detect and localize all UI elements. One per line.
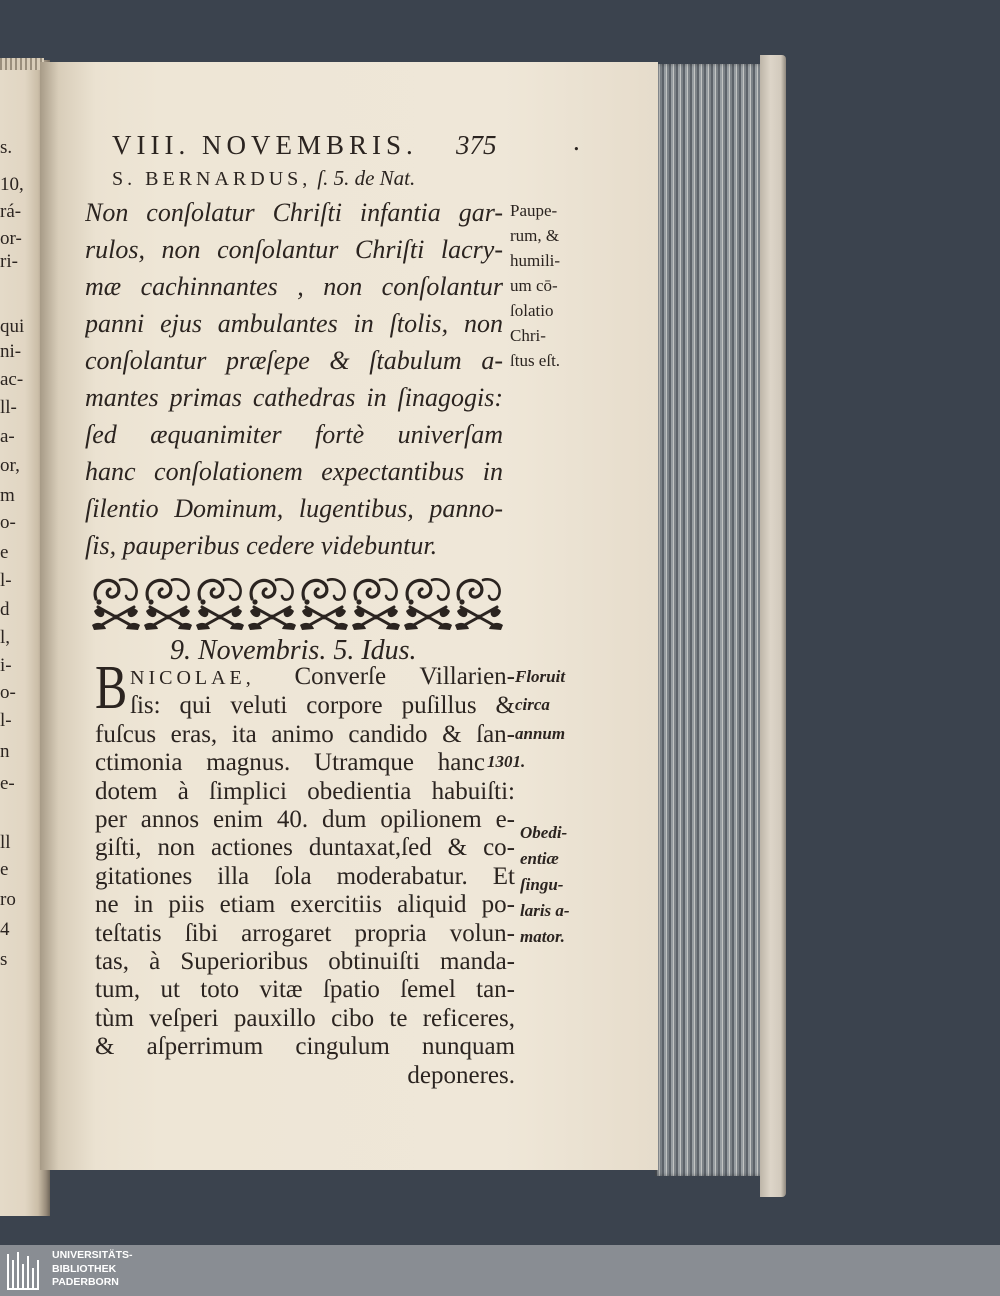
left-fragment: d [0,599,10,620]
page-number: 375 [456,130,497,160]
left-fragment: l- [0,710,12,731]
drop-cap: B [95,654,128,722]
running-head-title: VIII. NOVEMBRIS. [112,130,418,160]
fleuron [248,579,296,630]
margin-note-line: ſingu- [520,875,564,894]
left-fragment: e [0,859,9,880]
entry-last-word: deponeres. [407,1061,515,1089]
fleuron [352,579,400,630]
entry-line: fuſcus eras, ita animo candido & ſan- [95,720,515,748]
margin-note-line: ſolatio [510,301,554,320]
fleuron [144,579,192,630]
entry-first-line-text: Converſe Villarien- [294,663,515,690]
entry-line: tum, ut toto vitæ ſpatio ſemel tan- [95,976,515,1004]
left-fragment: qui [0,316,25,337]
margin-note-line: Obedi- [520,823,568,842]
library-footer [0,1245,1000,1296]
left-fragment: s [0,949,8,970]
left-fragment: ni- [0,341,22,362]
fleuron-ornament-band [90,575,505,632]
margin-note-line: entiæ [520,849,559,868]
left-page-headband [0,58,44,70]
entry-line: & aſperrimum cingulum nunquam [95,1033,515,1061]
book-page [40,62,658,1170]
quote-line: mæ cachinnantes , non conſolantur [85,272,503,301]
margin-note-line: um cō- [510,276,558,295]
fleuron [196,579,244,630]
left-fragment: ac- [0,369,24,390]
left-fragment: 4 [0,919,10,940]
left-fragment: ll- [0,397,17,418]
left-fragment: or- [0,228,22,249]
entry-line: ſis: qui veluti corpore puſillus & [130,692,515,720]
left-fragment: o- [0,682,16,703]
fleuron [404,579,452,630]
bernard-quote [85,194,503,564]
margin-note-line: laris a- [520,901,570,920]
left-fragment: s. [0,137,13,158]
library-name-line: BIBLIOTHEK [52,1262,117,1275]
left-fragment: ll [0,832,11,853]
quote-line: Non conſolatur Chriſti infantia gar- [85,198,503,227]
quote-line: conſolantur præſepe & ſtabulum a- [85,346,503,375]
quote-line: ſis, pauperibus cedere videbuntur. [85,531,438,560]
entry-line: ne in piis etiam exercitiis aliquid po- [95,891,515,919]
nicolae-entry [95,663,515,1090]
running-head-mark: . [573,126,580,156]
left-fragment: rá- [0,201,22,222]
margin-note-line: humili- [510,251,561,270]
quote-line: rulos, non conſolantur Chriſti lacry- [85,235,503,264]
margin-note-obedientia [520,820,620,950]
source-reference: ſ. 5. de Nat. [317,166,416,190]
entry-line: teſtatis ſibi arrogaret propria volun- [95,919,515,947]
entry-line: ctimonia magnus. Utramque hanc [95,749,485,777]
margin-note-pauperum [510,198,610,373]
margin-note-line: Chri- [510,326,546,345]
left-fragment: ro [0,889,16,910]
margin-note-line: annum [515,723,566,743]
entry-line: per annos enim 40. dum opilionem e- [95,806,515,834]
entry-line: gitationes illa ſola moderabatur. Et [95,862,515,890]
quote-line: ſilentio Dominum, lugentibus, panno- [85,494,503,523]
fleuron [455,579,503,630]
left-fragment: 10, [0,174,24,195]
left-fragment: ri- [0,251,18,272]
left-fragment: e- [0,773,15,794]
quote-line: hanc conſolationem expectantibus in [85,457,503,486]
left-fragment: or, [0,455,20,476]
left-fragment: o- [0,512,16,533]
day-heading: 9. Novembris. 5. Idus. [170,635,417,666]
quote-line: panni ejus ambulantes in ſtolis, non [85,309,503,338]
left-fragment: l- [0,570,12,591]
left-fragment: n [0,741,10,762]
left-fragment: m [0,485,15,506]
margin-note-line: circa [515,695,550,715]
entry-line: dotem à ſimplici obedientia habuiſti: [95,777,515,805]
library-name-line: PADERBORN [52,1276,119,1288]
margin-note-year: 1301. [487,752,526,772]
quote-line: ſed æquanimiter fortè univerſam [85,420,503,449]
book-cover-edge [760,55,786,1197]
quote-line: mantes primas cathedras in ſinagogis: [85,383,503,412]
left-fragment: i- [0,655,12,676]
margin-note-line: ſtus eſt. [510,351,561,370]
left-fragment: a- [0,426,15,447]
margin-note-line: rum, & [510,226,560,245]
margin-note-line: mator. [520,927,565,946]
entry-name: NICOLAE, [130,667,255,689]
library-name [52,1249,133,1290]
entry-line: tas, à Superioribus obtinuiſti manda- [95,948,515,976]
quote-source [112,166,415,193]
page-block-edge [655,64,760,1176]
margin-note-floruit [487,663,615,777]
entry-line: giſti, non actiones duntaxat,ſed & co- [95,834,515,862]
left-fragment: l, [0,627,11,648]
fleuron [92,579,140,630]
fleuron [300,579,348,630]
left-fragment: e [0,542,9,563]
entry-line: tùm veſperi pauxillo cibo te reficeres, [95,1004,515,1032]
entry-first-line [95,663,515,692]
margin-note-line: Paupe- [510,201,558,220]
source-author: S. BERNARDUS, [112,168,312,190]
margin-note-line: Floruit [515,667,566,686]
library-logo-icon [5,1250,45,1292]
library-name-line: UNIVERSITÄTS- [52,1249,133,1261]
